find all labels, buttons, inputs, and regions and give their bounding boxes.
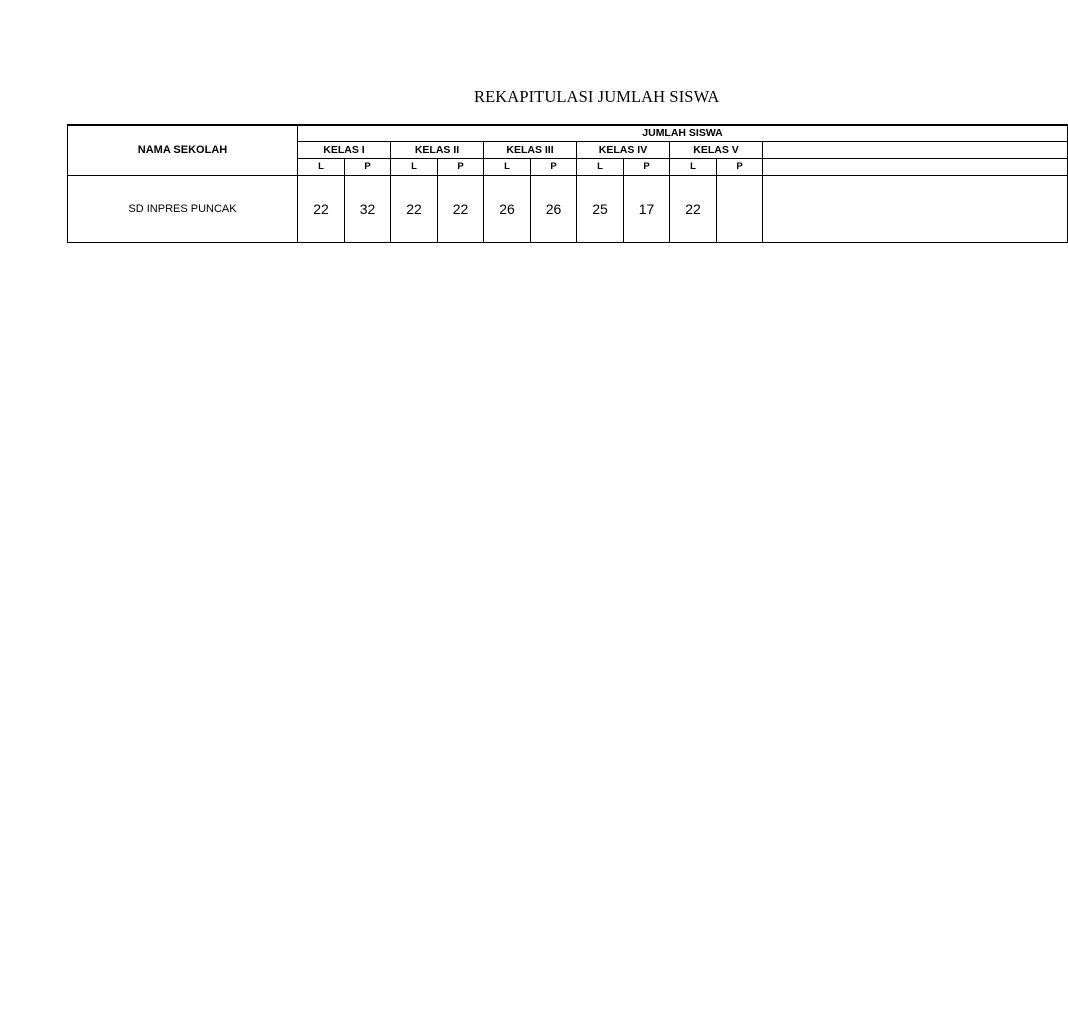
school-name-header: NAMA SEKOLAH <box>68 125 298 175</box>
sex-label: L <box>484 158 531 175</box>
class-header: KELAS V <box>670 141 763 158</box>
school-name-cell: SD INPRES PUNCAK <box>68 175 298 242</box>
class-header: KELAS I <box>298 141 391 158</box>
class-header: KELAS II <box>391 141 484 158</box>
sex-label: P <box>531 158 577 175</box>
sex-label: P <box>624 158 670 175</box>
count-cell: 22 <box>298 175 345 242</box>
sex-label: L <box>670 158 717 175</box>
count-cell: 22 <box>391 175 438 242</box>
empty-cell <box>763 158 1068 175</box>
sex-label: L <box>577 158 624 175</box>
empty-cell <box>763 175 1068 242</box>
count-cell: 22 <box>438 175 484 242</box>
student-count-header: JUMLAH SISWA <box>298 125 1068 141</box>
table-row <box>68 175 1068 242</box>
class-header: KELAS IV <box>577 141 670 158</box>
count-cell: 32 <box>345 175 391 242</box>
page-title: REKAPITULASI JUMLAH SISWA <box>474 87 720 106</box>
count-cell: 25 <box>577 175 624 242</box>
sex-label: L <box>391 158 438 175</box>
sex-label: P <box>438 158 484 175</box>
sex-label: L <box>298 158 345 175</box>
count-cell: 22 <box>670 175 717 242</box>
count-cell: 17 <box>624 175 670 242</box>
table-viewport <box>67 124 743 246</box>
student-recap-table <box>67 124 1068 243</box>
count-cell: 26 <box>484 175 531 242</box>
count-cell: 26 <box>531 175 577 242</box>
sex-label: P <box>345 158 391 175</box>
class-header: KELAS III <box>484 141 577 158</box>
count-cell <box>717 175 763 242</box>
sex-label: P <box>717 158 763 175</box>
empty-cell <box>763 141 1068 158</box>
